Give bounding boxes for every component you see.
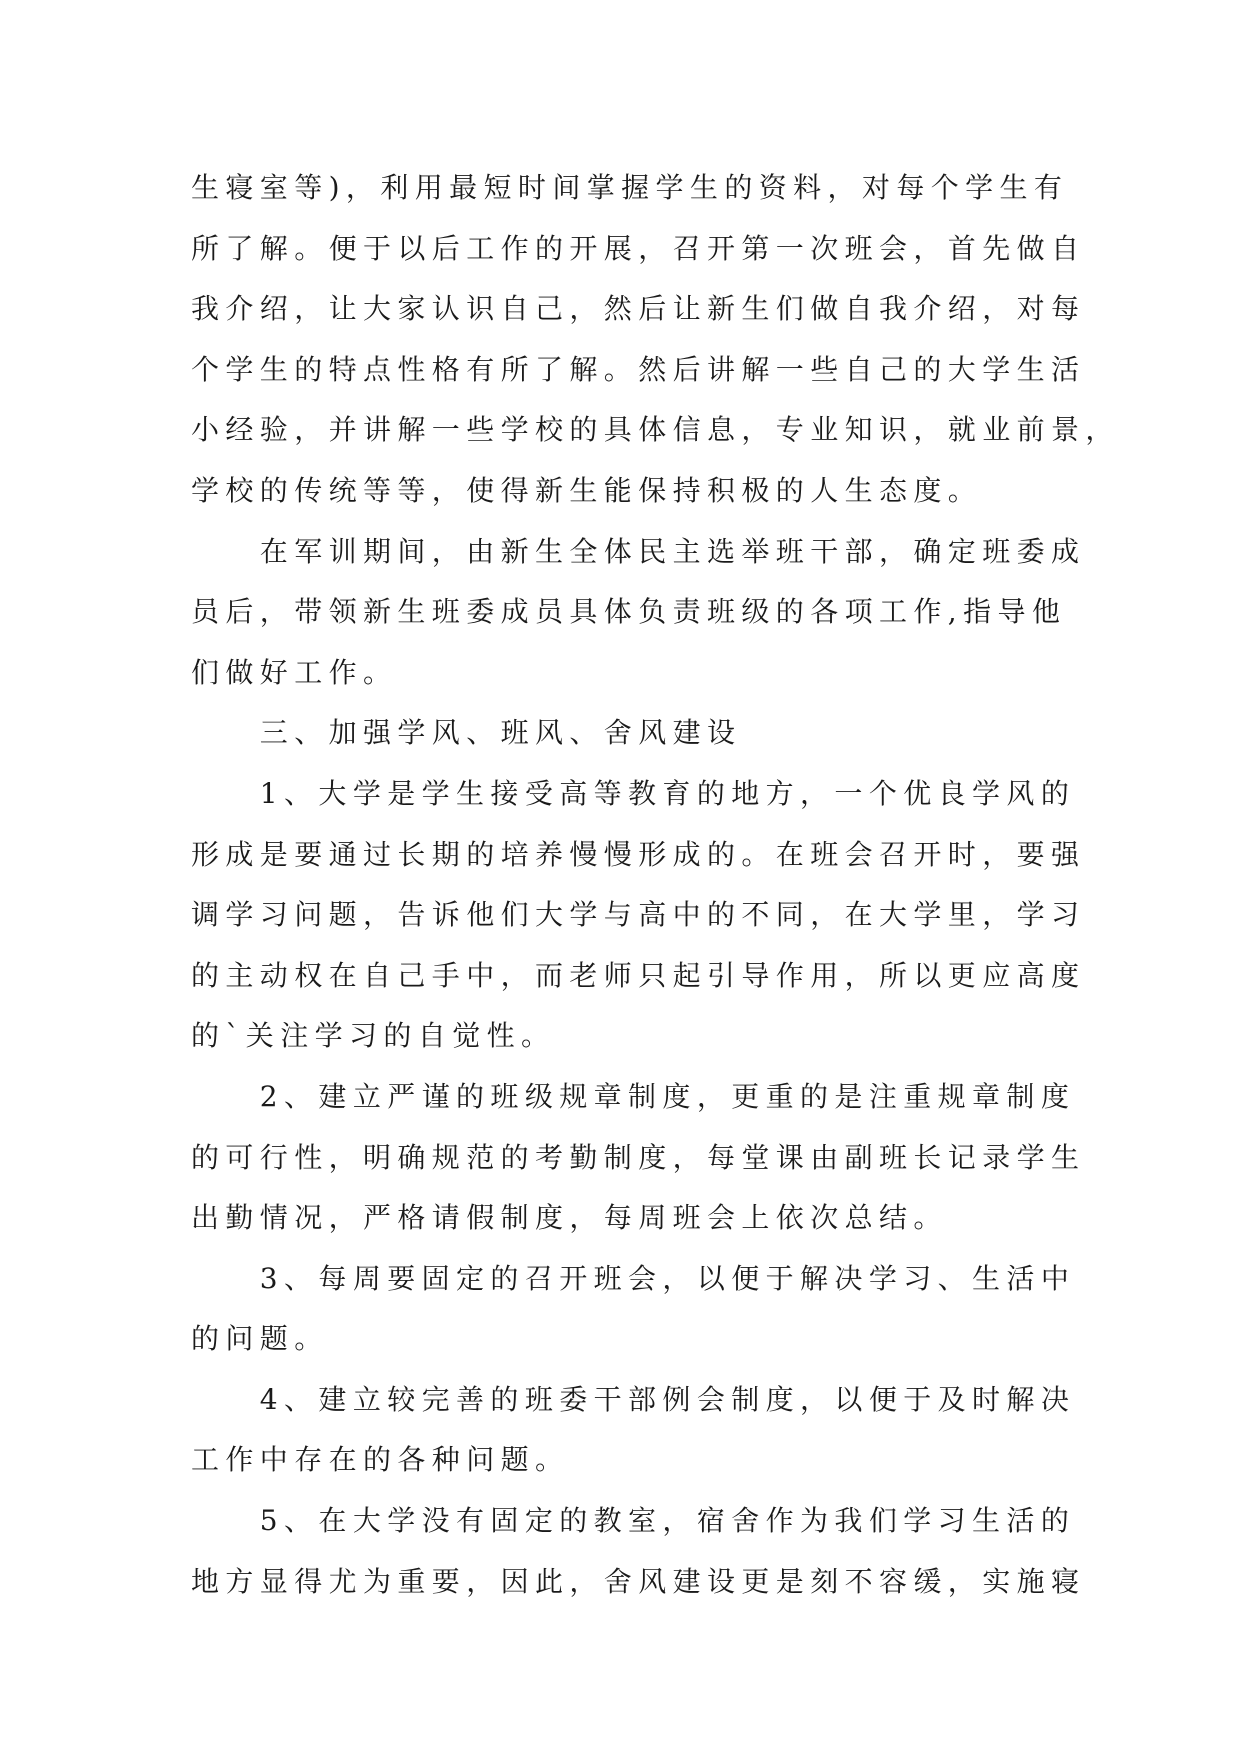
text-line: 形成是要通过长期的培养慢慢形成的。在班会召开时，要强	[191, 837, 1086, 871]
paragraph-military-training	[191, 522, 1086, 704]
text-line: 地方显得尤为重要，因此，舍风建设更是刻不容缓，实施寝	[191, 1564, 1086, 1598]
text-line: 个学生的特点性格有所了解。然后讲解一些自己的大学生活	[191, 352, 1086, 386]
text-line: 小经验，并讲解一些学校的具体信息，专业知识，就业前景，	[191, 413, 1120, 447]
text-line: 的问题。	[191, 1322, 329, 1356]
paragraph-item-4	[191, 1370, 1076, 1491]
text-line: 我介绍，让大家认识自己，然后让新生们做自我介绍，对每	[191, 292, 1086, 326]
section-heading	[191, 703, 1071, 764]
text-line: 工作中存在的各种问题。	[191, 1443, 570, 1477]
text-line: 2、建立严谨的班级规章制度，更重的是注重规章制度	[191, 1079, 1076, 1113]
paragraph-item-2	[191, 1067, 1086, 1249]
text-line: 员后，带领新生班委成员具体负责班级的各项工作,指导他	[191, 595, 1067, 629]
paragraph-item-5	[191, 1491, 1086, 1612]
text-line: 3、每周要固定的召开班会，以便于解决学习、生活中	[191, 1261, 1076, 1295]
text-line: 4、建立较完善的班委干部例会制度，以便于及时解决	[191, 1382, 1076, 1416]
text-line: 5、在大学没有固定的教室，宿舍作为我们学习生活的	[191, 1504, 1076, 1538]
text-line: 调学习问题，告诉他们大学与高中的不同，在大学里，学习	[191, 898, 1086, 932]
text-line: 在军训期间，由新生全体民主选举班干部，确定班委成	[191, 534, 1086, 568]
text-line: 们做好工作。	[191, 655, 398, 689]
paragraph-item-1	[191, 764, 1086, 1067]
text-line: 出勤情况，严格请假制度，每周班会上依次总结。	[191, 1201, 948, 1235]
text-line: 生寝室等)，利用最短时间掌握学生的资料，对每个学生有	[191, 171, 1069, 204]
paragraph-intro-continuation	[191, 158, 1120, 522]
text-line: 的主动权在自己手中，而老师只起引导作用，所以更应高度	[191, 958, 1086, 992]
text-line: 1、大学是学生接受高等教育的地方，一个优良学风的	[191, 776, 1076, 810]
text-line: 的`关注学习的自觉性。	[191, 1019, 556, 1053]
paragraph-item-3	[191, 1249, 1076, 1370]
document-body	[191, 158, 1120, 1612]
text-line: 的可行性，明确规范的考勤制度，每堂课由副班长记录学生	[191, 1140, 1086, 1174]
section-heading-text: 三、加强学风、班风、舍风建设	[191, 716, 742, 750]
text-line: 学校的传统等等，使得新生能保持积极的人生态度。	[191, 473, 983, 507]
text-line: 所了解。便于以后工作的开展，召开第一次班会，首先做自	[191, 231, 1086, 265]
